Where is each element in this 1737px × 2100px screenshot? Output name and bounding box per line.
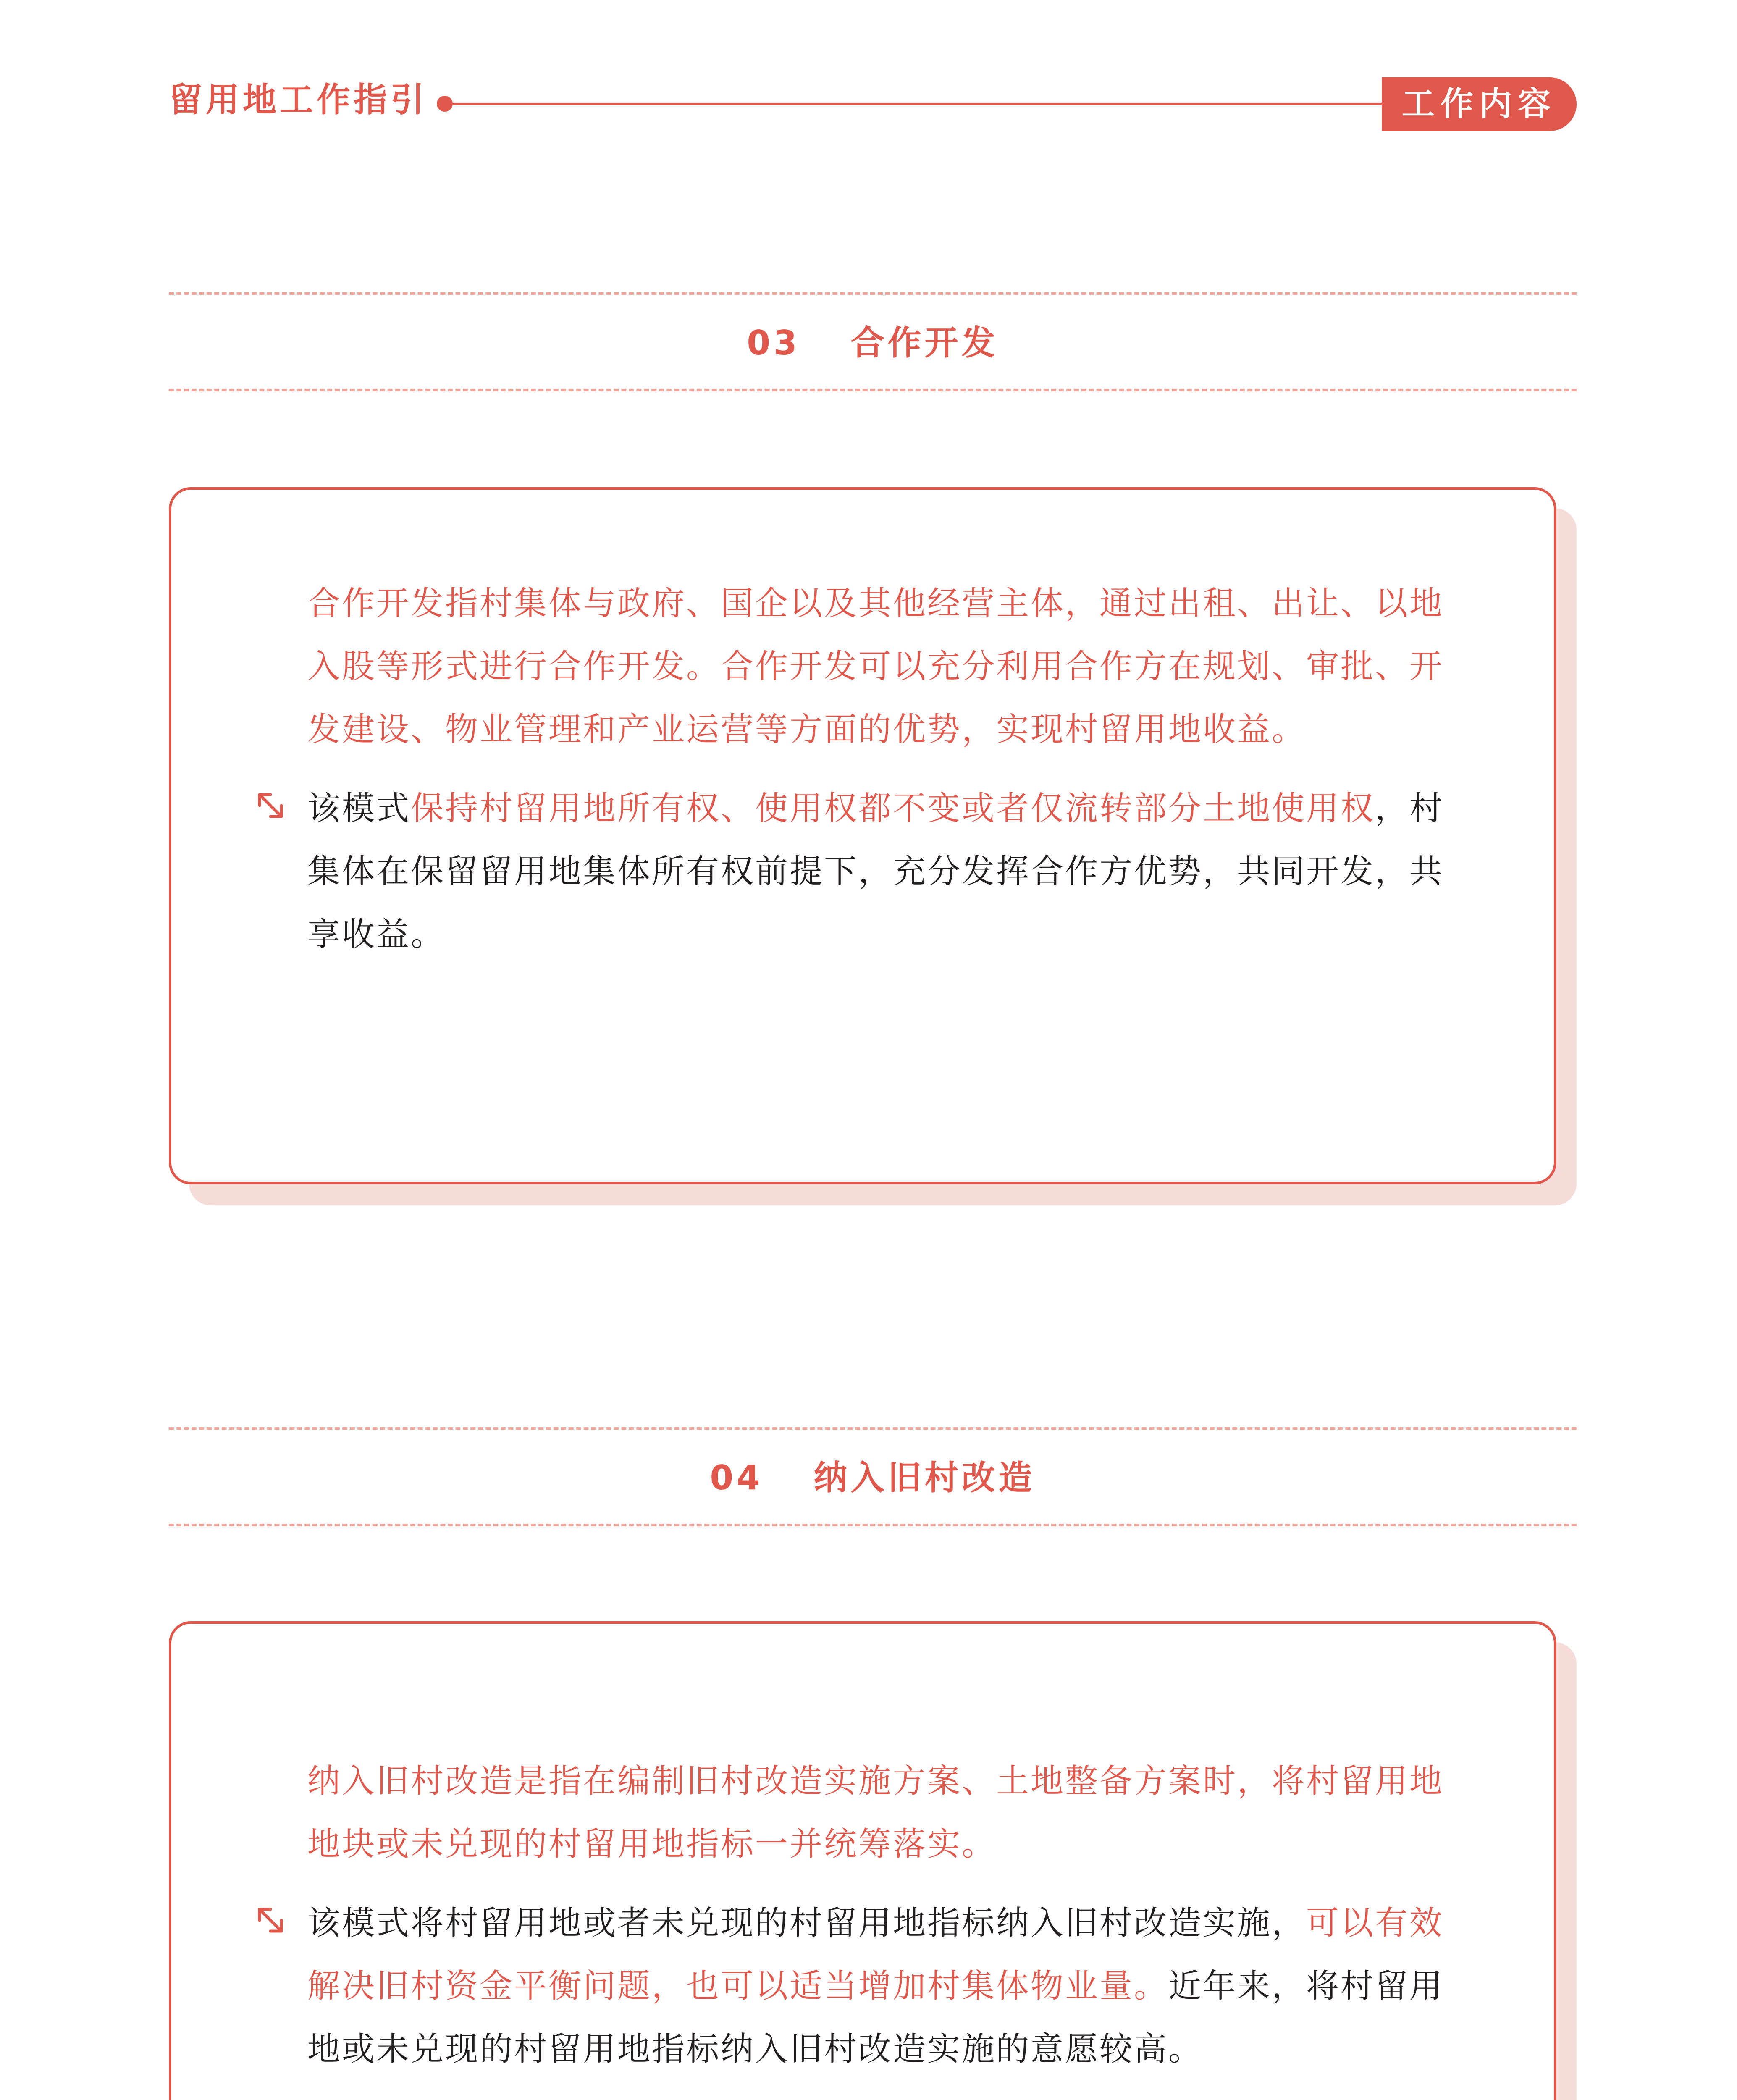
diagonal-double-arrow-icon bbox=[254, 1903, 287, 1937]
note-highlight: 保持村留用地所有权、使用权都不变或者仅流转部分土地使用权 bbox=[411, 790, 1375, 827]
section-divider-top bbox=[169, 1427, 1577, 1430]
section-number: 03 bbox=[747, 323, 800, 362]
note-text: 近年来，将村留用地或未兑现的村留用地指标纳入旧村改造实施的意愿较高。 bbox=[307, 1967, 1444, 2068]
note-text: ，村集体在保留留用地集体所有权前提下，充分发挥合作方优势，共同开发，共享收益。 bbox=[307, 790, 1444, 953]
document-title: 留用地工作指引 bbox=[169, 80, 428, 119]
note-text: 该模式将村留用地或者未兑现的村留用地指标纳入旧村改造实施， bbox=[307, 1904, 1307, 1942]
section-title: 纳入旧村改造 bbox=[813, 1458, 1036, 1497]
header-dot bbox=[437, 96, 453, 112]
section-divider-bottom bbox=[169, 1524, 1577, 1526]
section-divider-top bbox=[169, 292, 1577, 295]
note-paragraph bbox=[307, 1892, 1471, 2081]
section-heading-03 bbox=[169, 320, 1577, 366]
section-tag: 工作内容 bbox=[1382, 77, 1577, 131]
definition-paragraph: 合作开发指村集体与政府、国企以及其他经营主体，通过出租、出让、以地入股等形式进行合作开发。合作开发可以充分利用合作方在规划、审批、开发建设、物业管理和产业运营等方面的优势，实现村留用地收益。 bbox=[307, 585, 1444, 748]
header-rule bbox=[453, 103, 1390, 105]
diagonal-double-arrow-icon bbox=[254, 789, 287, 822]
definition-paragraph: 纳入旧村改造是指在编制旧村改造实施方案、土地整备方案时，将村留用地地块或未兑现的村留用地指标一并统筹落实。 bbox=[307, 1762, 1444, 1863]
section-divider-bottom bbox=[169, 389, 1577, 391]
note-highlight: 可以有效解决旧村资金平衡问题，也可以适当增加村集体物业量。 bbox=[307, 1904, 1444, 2005]
section-number: 04 bbox=[710, 1458, 764, 1497]
section-heading-04 bbox=[169, 1455, 1577, 1501]
note-paragraph bbox=[307, 777, 1471, 966]
note-text: 该模式 bbox=[307, 790, 411, 827]
section-title: 合作开发 bbox=[850, 323, 999, 362]
